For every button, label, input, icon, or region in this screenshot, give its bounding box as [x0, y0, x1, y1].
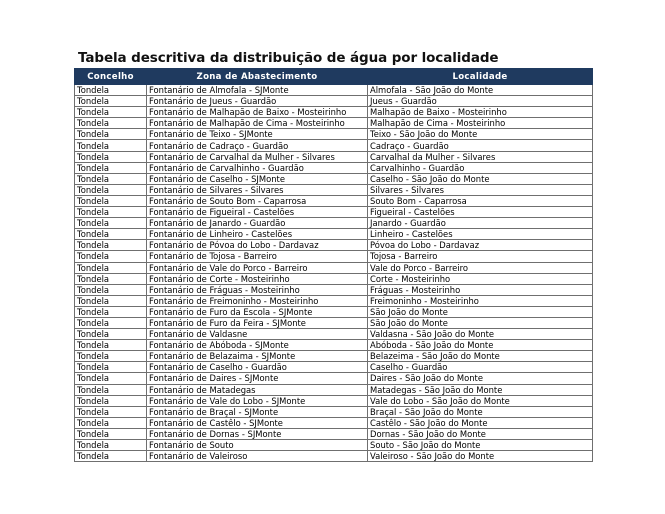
cell-zona-de-abastecimento: Fontanário de Furo da Escola - SJMonte [147, 306, 368, 317]
cell-concelho: Tondela [75, 306, 147, 317]
cell-zona-de-abastecimento: Fontanário de Vale do Lobo - SJMonte [147, 395, 368, 406]
table-row [75, 262, 593, 273]
cell-localidade: Dornas - São João do Monte [368, 428, 593, 439]
cell-zona-de-abastecimento: Fontanário de Castêlo - SJMonte [147, 417, 368, 428]
table-row [75, 184, 593, 195]
cell-localidade: Jueus - Guardão [368, 96, 593, 107]
cell-concelho: Tondela [75, 406, 147, 417]
cell-zona-de-abastecimento: Fontanário de Jueus - Guardão [147, 96, 368, 107]
cell-localidade: Vale do Lobo - São João do Monte [368, 395, 593, 406]
cell-concelho: Tondela [75, 317, 147, 328]
cell-localidade: Póvoa do Lobo - Dardavaz [368, 240, 593, 251]
cell-zona-de-abastecimento: Fontanário de Vale do Porco - Barreiro [147, 262, 368, 273]
cell-concelho: Tondela [75, 195, 147, 206]
cell-zona-de-abastecimento: Fontanário de Tojosa - Barreiro [147, 251, 368, 262]
cell-concelho: Tondela [75, 284, 147, 295]
cell-localidade: Souto Bom - Caparrosa [368, 195, 593, 206]
table-row [75, 428, 593, 439]
cell-localidade: São João do Monte [368, 317, 593, 328]
cell-zona-de-abastecimento: Fontanário de Carvalhinho - Guardão [147, 162, 368, 173]
cell-localidade: Caselho - São João do Monte [368, 173, 593, 184]
table-row [75, 107, 593, 118]
table-row [75, 373, 593, 384]
cell-localidade: Castêlo - São João do Monte [368, 417, 593, 428]
cell-zona-de-abastecimento: Fontanário de Fráguas - Mosteirinho [147, 284, 368, 295]
cell-concelho: Tondela [75, 295, 147, 306]
cell-concelho: Tondela [75, 373, 147, 384]
table-row [75, 329, 593, 340]
cell-zona-de-abastecimento: Fontanário de Dornas - SJMonte [147, 428, 368, 439]
cell-zona-de-abastecimento: Fontanário de Caselho - Guardão [147, 362, 368, 373]
column-header-zona-de-abastecimento: Zona de Abastecimento [147, 69, 368, 85]
cell-localidade: Matadegas - São João do Monte [368, 384, 593, 395]
table-row [75, 417, 593, 428]
table-row [75, 140, 593, 151]
cell-zona-de-abastecimento: Fontanário de Daires - SJMonte [147, 373, 368, 384]
cell-concelho: Tondela [75, 384, 147, 395]
table-row [75, 207, 593, 218]
cell-zona-de-abastecimento: Fontanário de Teixo - SJMonte [147, 129, 368, 140]
cell-localidade: Vale do Porco - Barreiro [368, 262, 593, 273]
cell-zona-de-abastecimento: Fontanário de Malhapão de Cima - Mosteirinho [147, 118, 368, 129]
table-row [75, 440, 593, 451]
cell-zona-de-abastecimento: Fontanário de Souto Bom - Caparrosa [147, 195, 368, 206]
cell-localidade: São João do Monte [368, 306, 593, 317]
cell-zona-de-abastecimento: Fontanário de Malhapão de Baixo - Mosteirinho [147, 107, 368, 118]
table-row [75, 251, 593, 262]
table-row [75, 362, 593, 373]
cell-zona-de-abastecimento: Fontanário de Valeiroso [147, 451, 368, 462]
cell-localidade: Valdasna - São João do Monte [368, 329, 593, 340]
cell-zona-de-abastecimento: Fontanário de Cadraço - Guardão [147, 140, 368, 151]
cell-localidade: Corte - Mosteirinho [368, 273, 593, 284]
cell-concelho: Tondela [75, 207, 147, 218]
table-row [75, 229, 593, 240]
column-header-concelho: Concelho [75, 69, 147, 85]
cell-concelho: Tondela [75, 251, 147, 262]
cell-localidade: Daires - São João do Monte [368, 373, 593, 384]
cell-localidade: Malhapão de Cima - Mosteirinho [368, 118, 593, 129]
table-row [75, 451, 593, 462]
cell-concelho: Tondela [75, 240, 147, 251]
cell-concelho: Tondela [75, 440, 147, 451]
cell-localidade: Carvalhal da Mulher - Silvares [368, 151, 593, 162]
cell-concelho: Tondela [75, 107, 147, 118]
cell-zona-de-abastecimento: Fontanário de Valdasne [147, 329, 368, 340]
cell-concelho: Tondela [75, 229, 147, 240]
table-row [75, 162, 593, 173]
table-row [75, 306, 593, 317]
cell-zona-de-abastecimento: Fontanário de Póvoa do Lobo - Dardavaz [147, 240, 368, 251]
cell-concelho: Tondela [75, 273, 147, 284]
cell-zona-de-abastecimento: Fontanário de Abóboda - SJMonte [147, 340, 368, 351]
table-row [75, 295, 593, 306]
table-row [75, 173, 593, 184]
cell-localidade: Freimoninho - Mosteirinho [368, 295, 593, 306]
cell-zona-de-abastecimento: Fontanário de Silvares - Silvares [147, 184, 368, 195]
cell-localidade: Tojosa - Barreiro [368, 251, 593, 262]
document-title: Tabela descritiva da distribuição de água por localidade [78, 50, 499, 66]
cell-localidade: Almofala - São João do Monte [368, 85, 593, 96]
cell-concelho: Tondela [75, 262, 147, 273]
table-row [75, 218, 593, 229]
table-row [75, 195, 593, 206]
cell-zona-de-abastecimento: Fontanário de Figueiral - Castelões [147, 207, 368, 218]
cell-localidade: Malhapão de Baixo - Mosteirinho [368, 107, 593, 118]
cell-localidade: Carvalhinho - Guardão [368, 162, 593, 173]
table-row [75, 85, 593, 96]
cell-concelho: Tondela [75, 151, 147, 162]
table-header [75, 69, 593, 85]
cell-localidade: Teixo - São João do Monte [368, 129, 593, 140]
cell-zona-de-abastecimento: Fontanário de Furo da Feira - SJMonte [147, 317, 368, 328]
cell-localidade: Belazeima - São João do Monte [368, 351, 593, 362]
cell-localidade: Caselho - Guardão [368, 362, 593, 373]
cell-concelho: Tondela [75, 417, 147, 428]
cell-zona-de-abastecimento: Fontanário de Belazaima - SJMonte [147, 351, 368, 362]
table-row [75, 273, 593, 284]
table-row [75, 340, 593, 351]
table-row [75, 351, 593, 362]
table-row [75, 240, 593, 251]
cell-concelho: Tondela [75, 140, 147, 151]
cell-concelho: Tondela [75, 428, 147, 439]
cell-localidade: Janardo - Guardão [368, 218, 593, 229]
cell-concelho: Tondela [75, 85, 147, 96]
cell-localidade: Valeiroso - São João do Monte [368, 451, 593, 462]
cell-localidade: Braçal - São João do Monte [368, 406, 593, 417]
cell-localidade: Figueiral - Castelões [368, 207, 593, 218]
cell-localidade: Linheiro - Castelões [368, 229, 593, 240]
table-row [75, 284, 593, 295]
cell-concelho: Tondela [75, 96, 147, 107]
table-row [75, 118, 593, 129]
table-row [75, 317, 593, 328]
cell-concelho: Tondela [75, 329, 147, 340]
table-row [75, 406, 593, 417]
cell-zona-de-abastecimento: Fontanário de Caselho - SJMonte [147, 173, 368, 184]
cell-concelho: Tondela [75, 451, 147, 462]
cell-zona-de-abastecimento: Fontanário de Corte - Mosteirinho [147, 273, 368, 284]
cell-zona-de-abastecimento: Fontanário de Freimoninho - Mosteirinho [147, 295, 368, 306]
cell-concelho: Tondela [75, 173, 147, 184]
cell-zona-de-abastecimento: Fontanário de Linheiro - Castelões [147, 229, 368, 240]
cell-localidade: Souto - São João do Monte [368, 440, 593, 451]
cell-concelho: Tondela [75, 118, 147, 129]
table-row [75, 96, 593, 107]
cell-zona-de-abastecimento: Fontanário de Carvalhal da Mulher - Silvares [147, 151, 368, 162]
cell-localidade: Silvares - Silvares [368, 184, 593, 195]
cell-zona-de-abastecimento: Fontanário de Janardo - Guardão [147, 218, 368, 229]
cell-zona-de-abastecimento: Fontanário de Almofala - SJMonte [147, 85, 368, 96]
table-row [75, 384, 593, 395]
table-body [75, 85, 593, 462]
cell-zona-de-abastecimento: Fontanário de Braçal - SJMonte [147, 406, 368, 417]
cell-concelho: Tondela [75, 184, 147, 195]
cell-localidade: Abóboda - São João do Monte [368, 340, 593, 351]
header-row [75, 69, 593, 85]
cell-concelho: Tondela [75, 351, 147, 362]
cell-concelho: Tondela [75, 362, 147, 373]
cell-localidade: Fráguas - Mosteirinho [368, 284, 593, 295]
cell-zona-de-abastecimento: Fontanário de Souto [147, 440, 368, 451]
cell-concelho: Tondela [75, 218, 147, 229]
cell-localidade: Cadraço - Guardão [368, 140, 593, 151]
cell-concelho: Tondela [75, 395, 147, 406]
cell-concelho: Tondela [75, 340, 147, 351]
cell-zona-de-abastecimento: Fontanário de Matadegas [147, 384, 368, 395]
table-row [75, 395, 593, 406]
water-distribution-table [74, 68, 593, 462]
table-row [75, 129, 593, 140]
cell-concelho: Tondela [75, 162, 147, 173]
cell-concelho: Tondela [75, 129, 147, 140]
table-row [75, 151, 593, 162]
column-header-localidade: Localidade [368, 69, 593, 85]
